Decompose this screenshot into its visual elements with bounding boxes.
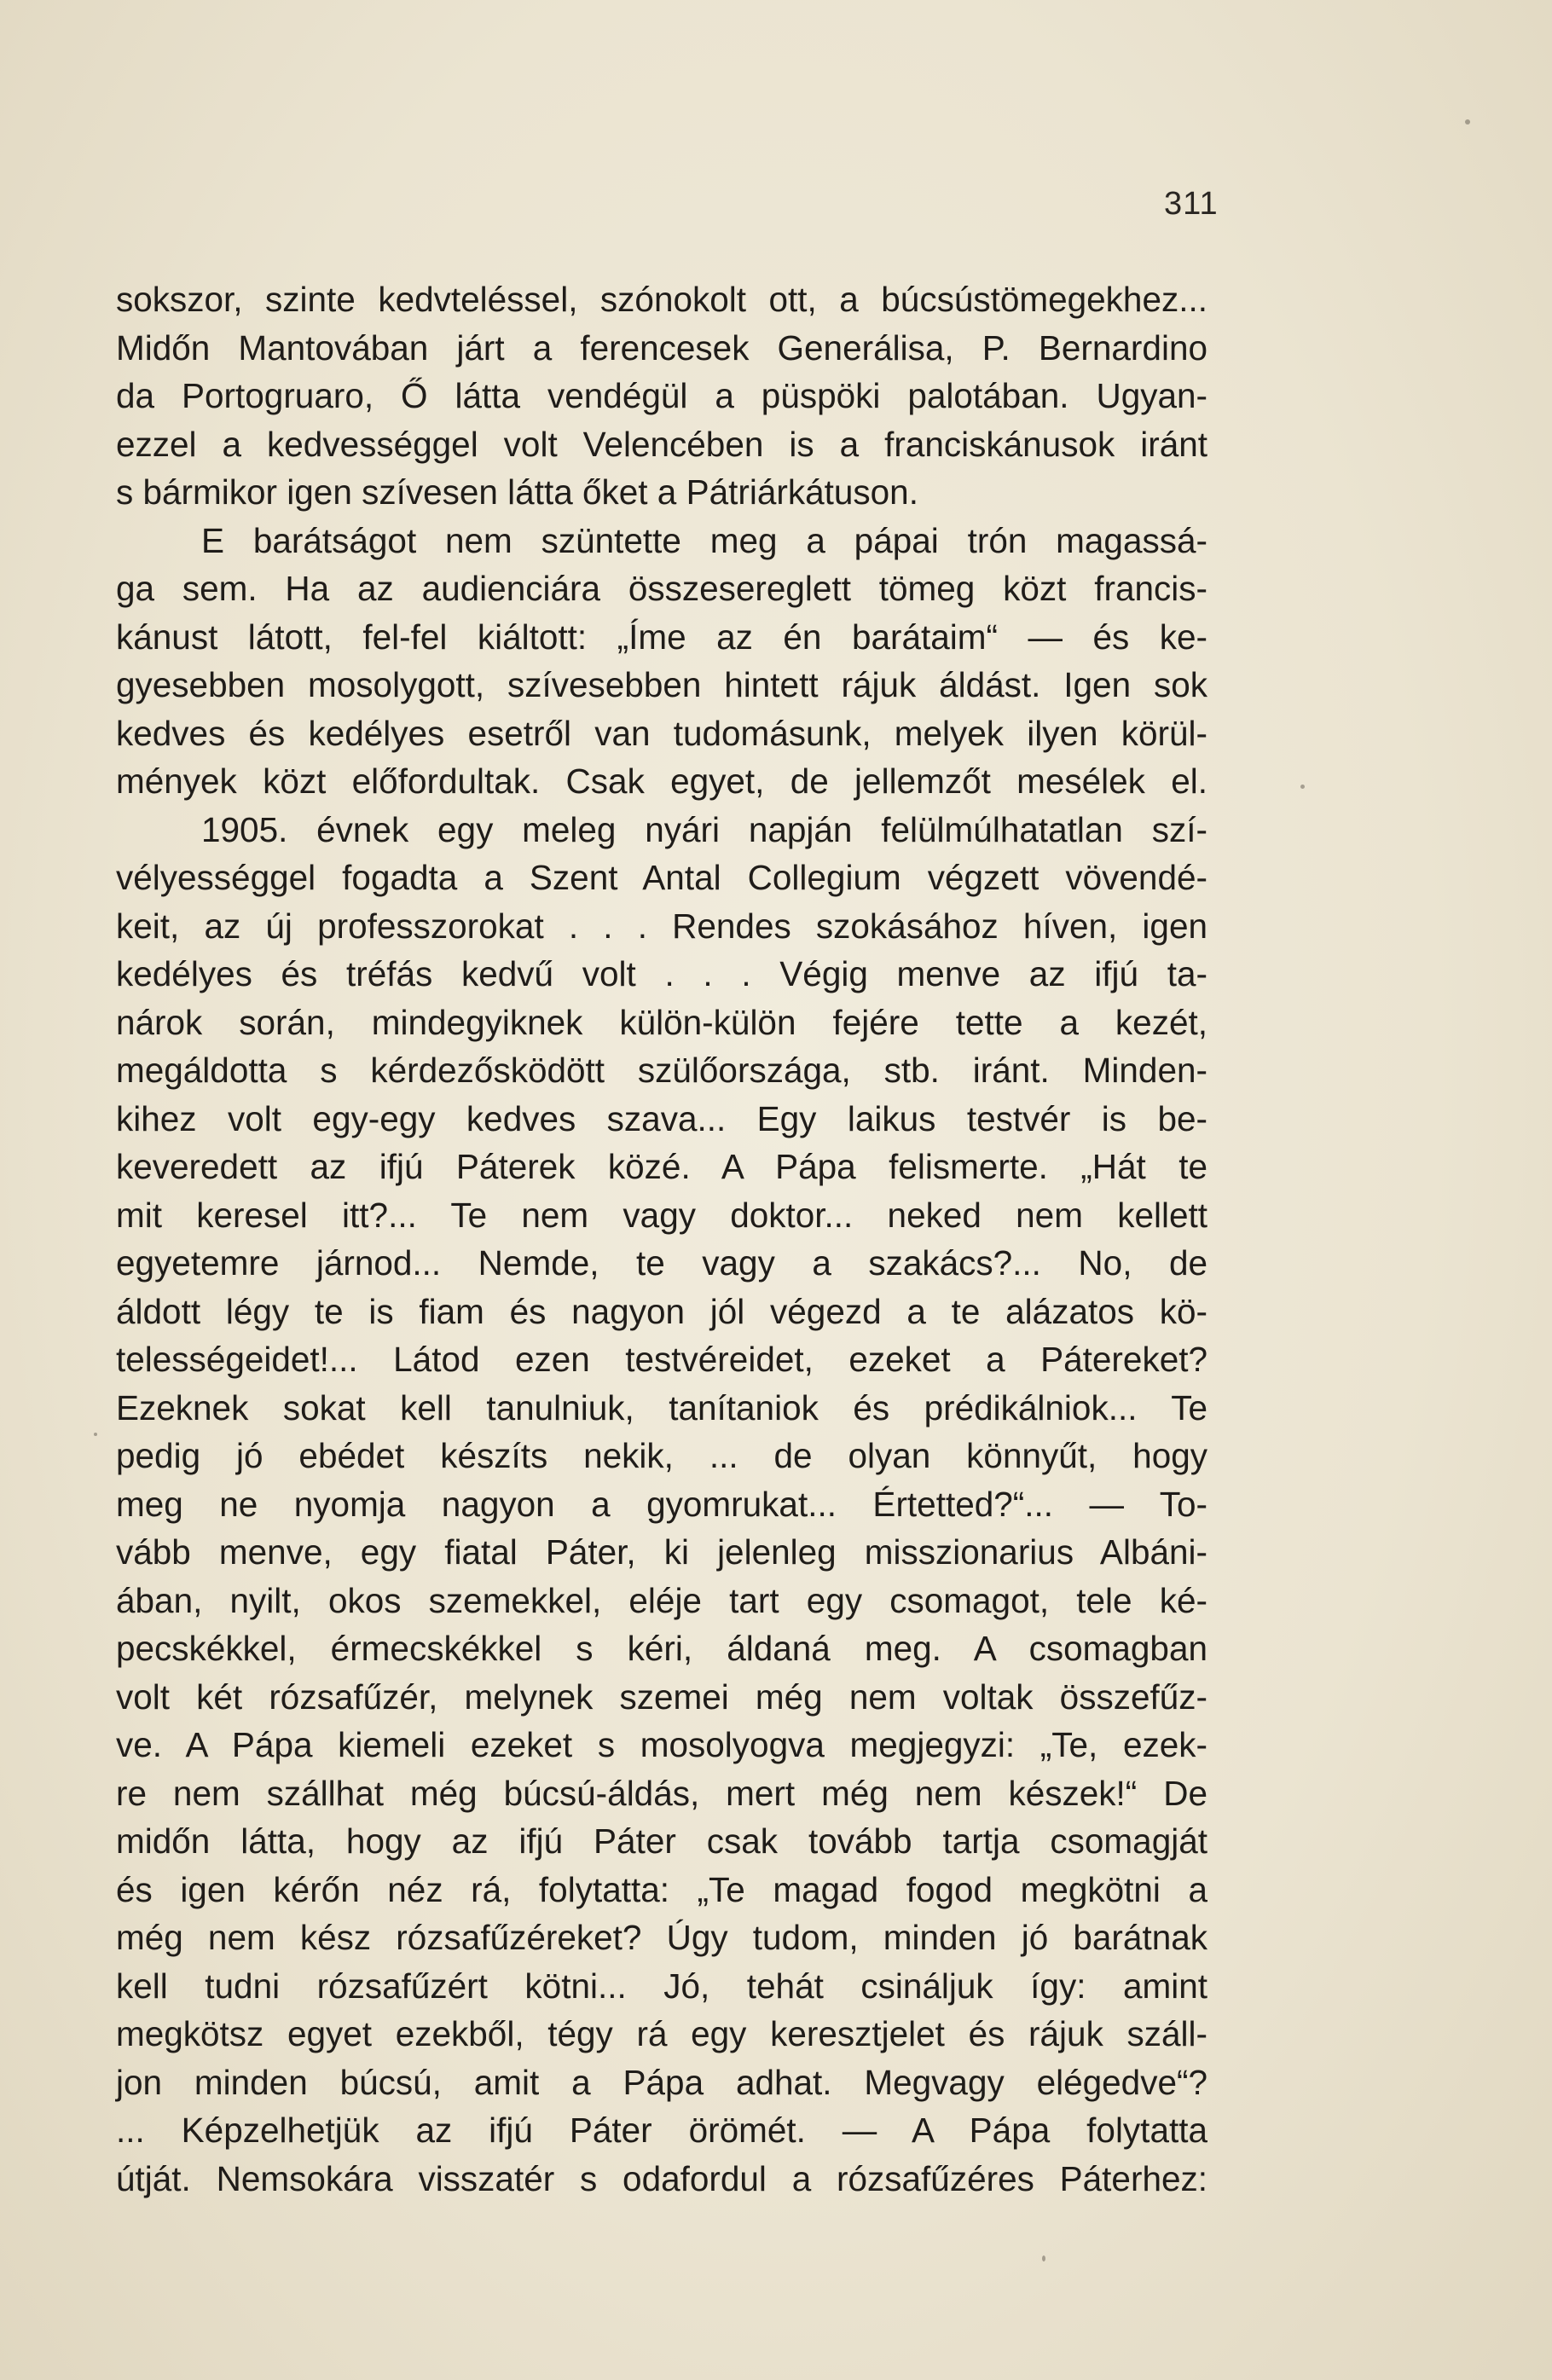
text-line: telességeidet!... Látod ezen testvéreidet, ezeket a Pátereket? (116, 1340, 1207, 1379)
text-line: útját. Nemsokára visszatér s odafordul a rózsafűzéres Páterhez: (116, 2158, 1207, 2198)
text-line: ve. A Pápa kiemeli ezeket s mosolyogva megjegyzi: „Te, ezek- (116, 1725, 1207, 1764)
text-line: Ezeknek sokat kell tanulniuk, tanítaniok és prédikálniok... Te (116, 1387, 1207, 1427)
text-line: kánust látott, fel-fel kiáltott: „Íme az én barátaim“ — és ke- (116, 617, 1207, 657)
text-line: volt két rózsafűzér, melynek szemei még nem voltak összefűz- (116, 1676, 1207, 1717)
text-line: pecskékkel, érmecskékkel s kéri, áldaná meg. A csomagban (116, 1629, 1207, 1668)
text-line: re nem szállhat még búcsú-áldás, mert még nem készek!“ De (116, 1773, 1207, 1813)
page-number: 311 (1164, 186, 1219, 222)
text-line: ában, nyilt, okos szemekkel, eléje tart egy csomagot, tele ké- (116, 1580, 1207, 1620)
text-line: s bármikor igen szívesen látta őket a Pátriárkátuson. (116, 472, 918, 512)
text-line: nárok során, mindegyiknek külön-külön fejére tette a kezét, (116, 1002, 1207, 1042)
text-line: megkötsz egyet ezekből, tégy rá egy keresztjelet és rájuk száll- (116, 2014, 1207, 2053)
text-line: kedélyes és tréfás kedvű volt . . . Végig menve az ifjú ta- (116, 954, 1207, 993)
body-text (116, 275, 1207, 2203)
text-line: kell tudni rózsafűzért kötni... Jó, tehát csináljuk így: amint (116, 1966, 1207, 2006)
text-line: ga sem. Ha az audienciára összesereglett tömeg közt francis- (116, 569, 1207, 608)
text-line: keit, az új professzorokat . . . Rendes szokásához híven, igen (116, 906, 1207, 946)
text-line: ezzel a kedvességgel volt Velencében is a franciskánusok iránt (116, 424, 1207, 464)
text-line: kedves és kedélyes esetről van tudomásunk, melyek ilyen körül- (116, 713, 1207, 753)
paper-speck (1042, 2255, 1045, 2261)
text-line: gyesebben mosolygott, szívesebben hintett rájuk áldást. Igen sok (116, 665, 1207, 704)
paper-speck (1300, 785, 1305, 789)
text-line: jon minden búcsú, amit a Pápa adhat. Megvagy elégedve“? (116, 2062, 1207, 2102)
text-line: E barátságot nem szüntette meg a pápai trón magassá- (201, 520, 1207, 560)
paper-speck (94, 1433, 97, 1436)
text-line: megáldotta s kérdezősködött szülőországa, stb. iránt. Minden- (116, 1051, 1207, 1090)
text-line: kihez volt egy-egy kedves szava... Egy laikus testvér is be- (116, 1098, 1207, 1138)
text-line: vélyességgel fogadta a Szent Antal Collegium végzett vövendé- (116, 858, 1207, 897)
text-line: keveredett az ifjú Páterek közé. A Pápa felismerte. „Hát te (116, 1147, 1207, 1186)
text-line: ... Képzelhetjük az ifjú Páter örömét. — A Pápa folytatta (116, 2111, 1207, 2150)
text-line: Midőn Mantovában járt a ferencesek Generálisa, P. Bernardino (116, 327, 1207, 368)
text-line: áldott légy te is fiam és nagyon jól végezd a te alázatos kö- (116, 1291, 1207, 1331)
text-line: pedig jó ebédet készíts nekik, ... de olyan könnyűt, hogy (116, 1436, 1207, 1475)
text-line: vább menve, egy fiatal Páter, ki jelenleg misszionarius Albáni- (116, 1532, 1207, 1572)
text-line: mit keresel itt?... Te nem vagy doktor... neked nem kellett (116, 1195, 1207, 1235)
paper-speck (1465, 119, 1470, 125)
text-line: da Portogruaro, Ő látta vendégül a püspöki palotában. Ugyan- (116, 376, 1207, 415)
text-line: még nem kész rózsafűzéreket? Úgy tudom, minden jó barátnak (116, 1918, 1207, 1957)
text-line: 1905. évnek egy meleg nyári napján felülmúlhatatlan szí- (201, 809, 1207, 849)
text-line: és igen kérőn néz rá, folytatta: „Te magad fogod megkötni a (116, 1869, 1207, 1909)
text-line: egyetemre járnod... Nemde, te vagy a szakács?... No, de (116, 1243, 1207, 1283)
text-line: sokszor, szinte kedvteléssel, szónokolt ott, a búcsústömegekhez... (116, 280, 1207, 319)
text-line: mények közt előfordultak. Csak egyet, de jellemzőt mesélek el. (116, 761, 1207, 801)
text-line: midőn látta, hogy az ifjú Páter csak tovább tartja csomagját (116, 1821, 1207, 1861)
text-line: meg ne nyomja nagyon a gyomrukat... Értetted?“... — To- (116, 1484, 1207, 1524)
